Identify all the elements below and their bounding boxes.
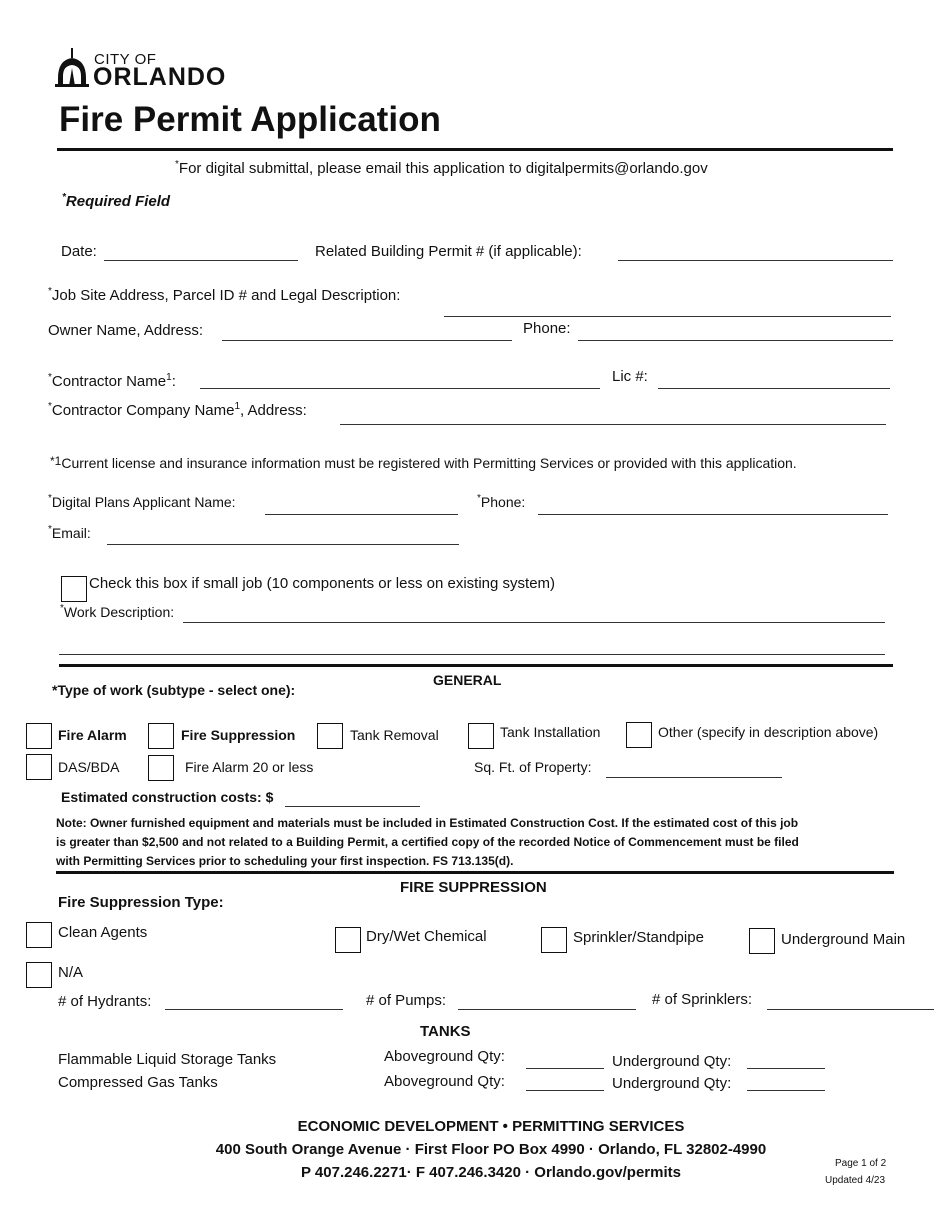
required-field-note: *Required Field (62, 192, 171, 210)
sprinkler-checkbox[interactable] (541, 927, 567, 953)
cost-note-line3: with Permitting Services prior to scheduling your first inspection. FS 713.135(d). (56, 854, 514, 868)
footer-contact: P 407.246.2271· F 407.246.3420 · Orlando.gov/permits (301, 1164, 681, 1181)
flammable-aboveground-label: Aboveground Qty: (384, 1048, 505, 1065)
email-input[interactable] (107, 544, 459, 545)
general-heading: GENERAL (433, 672, 502, 688)
suppression-type-label: Fire Suppression Type: (58, 894, 224, 911)
das-bda-label: DAS/BDA (58, 759, 120, 775)
owner-phone-input[interactable] (578, 340, 893, 341)
city-logo (55, 46, 245, 92)
hydrants-label: # of Hydrants: (58, 993, 152, 1010)
clean-agents-label: Clean Agents (58, 924, 148, 941)
flammable-underground-input[interactable] (747, 1068, 825, 1069)
cost-note-line2: is greater than $2,500 and not related to a Building Permit, a certified copy of the recorded Notice of Commencement must be filed (56, 835, 799, 849)
das-bda-checkbox[interactable] (26, 754, 52, 780)
compressed-underground-input[interactable] (747, 1090, 825, 1091)
footer-address: 400 South Orange Avenue · First Floor PO Box 4990 · Orlando, FL 32802-4990 (215, 1141, 767, 1158)
dry-wet-label: Dry/Wet Chemical (366, 928, 487, 945)
hydrants-input[interactable] (165, 1009, 343, 1010)
est-cost-input[interactable] (285, 806, 420, 807)
tank-installation-checkbox[interactable] (468, 723, 494, 749)
job-site-label: *Job Site Address, Parcel ID # and Legal Description: (48, 286, 401, 304)
digital-applicant-label: *Digital Plans Applicant Name: (48, 493, 236, 510)
small-job-label: Check this box if small job (10 components or less on existing system) (89, 575, 556, 592)
cost-note (56, 814, 799, 871)
compressed-aboveground-label: Aboveground Qty: (384, 1073, 505, 1090)
underground-main-checkbox[interactable] (749, 928, 775, 954)
fire-suppression-label: Fire Suppression (181, 727, 296, 743)
related-permit-label: Related Building Permit # (if applicable): (315, 243, 582, 260)
work-description-input[interactable] (183, 622, 885, 623)
compressed-label: Compressed Gas Tanks (58, 1074, 218, 1091)
sqft-input[interactable] (606, 777, 782, 778)
contractor-company-input[interactable] (340, 424, 886, 425)
page-number: Page 1 of 2 (835, 1158, 887, 1169)
compressed-underground-label: Underground Qty: (612, 1075, 732, 1092)
email-label: *Email: (48, 524, 91, 541)
lic-input[interactable] (658, 388, 890, 389)
clean-agents-checkbox[interactable] (26, 922, 52, 948)
date-label: Date: (61, 243, 97, 260)
lic-label: Lic #: (612, 368, 648, 385)
applicant-phone-input[interactable] (538, 514, 888, 515)
owner-input[interactable] (222, 340, 512, 341)
contractor-company-label: *Contractor Company Name$^1$, Address: (48, 401, 307, 419)
cost-note-line1: Note: Owner furnished equipment and materials must be included in Estimated Construction Cost. If the estimated cost of this job (56, 816, 799, 830)
dry-wet-checkbox[interactable] (335, 927, 361, 953)
other-label: Other (specify in description above) (658, 724, 879, 740)
work-description-label: *Work Description: (60, 603, 175, 620)
general-rule (59, 664, 893, 667)
work-description-input-2[interactable] (59, 654, 885, 655)
contractor-name-label: *Contractor Name$^1$: (48, 372, 176, 390)
type-of-work-label: *Type of work (subtype - select one): (52, 682, 296, 698)
fire-suppression-checkbox[interactable] (148, 723, 174, 749)
est-cost-label: Estimated construction costs: $ (61, 789, 274, 805)
owner-phone-label: Phone: (523, 320, 571, 337)
related-permit-input[interactable] (618, 260, 893, 261)
city-hall-logo-icon (55, 46, 89, 88)
small-job-checkbox[interactable] (61, 576, 87, 602)
na-checkbox[interactable] (26, 962, 52, 988)
updated-date: Updated 4/23 (825, 1175, 886, 1186)
sprinklers-input[interactable] (767, 1009, 934, 1010)
compressed-aboveground-input[interactable] (526, 1090, 604, 1091)
tanks-heading: TANKS (420, 1023, 471, 1040)
license-note: $^{*1}$Current license and insurance information must be registered with Permitting Services or provided with this application. (50, 454, 797, 471)
fire-alarm-20-label: Fire Alarm 20 or less (185, 759, 314, 775)
contractor-name-input[interactable] (200, 388, 600, 389)
flammable-aboveground-input[interactable] (526, 1068, 604, 1069)
na-label: N/A (58, 964, 84, 981)
pumps-input[interactable] (458, 1009, 636, 1010)
pumps-label: # of Pumps: (366, 992, 447, 1009)
applicant-phone-label: *Phone: (477, 493, 526, 510)
tank-removal-checkbox[interactable] (317, 723, 343, 749)
logo-orlando: ORLANDO (93, 63, 227, 91)
fire-suppression-heading: FIRE SUPPRESSION (400, 879, 547, 896)
fire-alarm-20-checkbox[interactable] (148, 755, 174, 781)
job-site-input[interactable] (444, 316, 891, 317)
logo-city-of: CITY OF (94, 51, 157, 68)
underground-main-label: Underground Main (781, 931, 906, 948)
page-title: Fire Permit Application (59, 100, 441, 139)
other-checkbox[interactable] (626, 722, 652, 748)
fire-alarm-label: Fire Alarm (58, 727, 127, 743)
footer-department: ECONOMIC DEVELOPMENT • PERMITTING SERVICES (297, 1118, 685, 1135)
tank-removal-label: Tank Removal (350, 727, 439, 743)
sprinklers-label: # of Sprinklers: (652, 991, 753, 1008)
digital-submittal-note: *For digital submittal, please email this application to digitalpermits@orlando.gov (175, 159, 708, 177)
sqft-label: Sq. Ft. of Property: (474, 759, 592, 775)
flammable-label: Flammable Liquid Storage Tanks (58, 1051, 277, 1068)
owner-label: Owner Name, Address: (48, 322, 204, 339)
sprinkler-label: Sprinkler/Standpipe (573, 929, 704, 946)
flammable-underground-label: Underground Qty: (612, 1053, 732, 1070)
date-input[interactable] (104, 260, 298, 261)
tank-installation-label: Tank Installation (500, 724, 601, 740)
digital-applicant-input[interactable] (265, 514, 458, 515)
fire-alarm-checkbox[interactable] (26, 723, 52, 749)
title-rule (57, 148, 893, 151)
suppression-rule (56, 871, 894, 874)
